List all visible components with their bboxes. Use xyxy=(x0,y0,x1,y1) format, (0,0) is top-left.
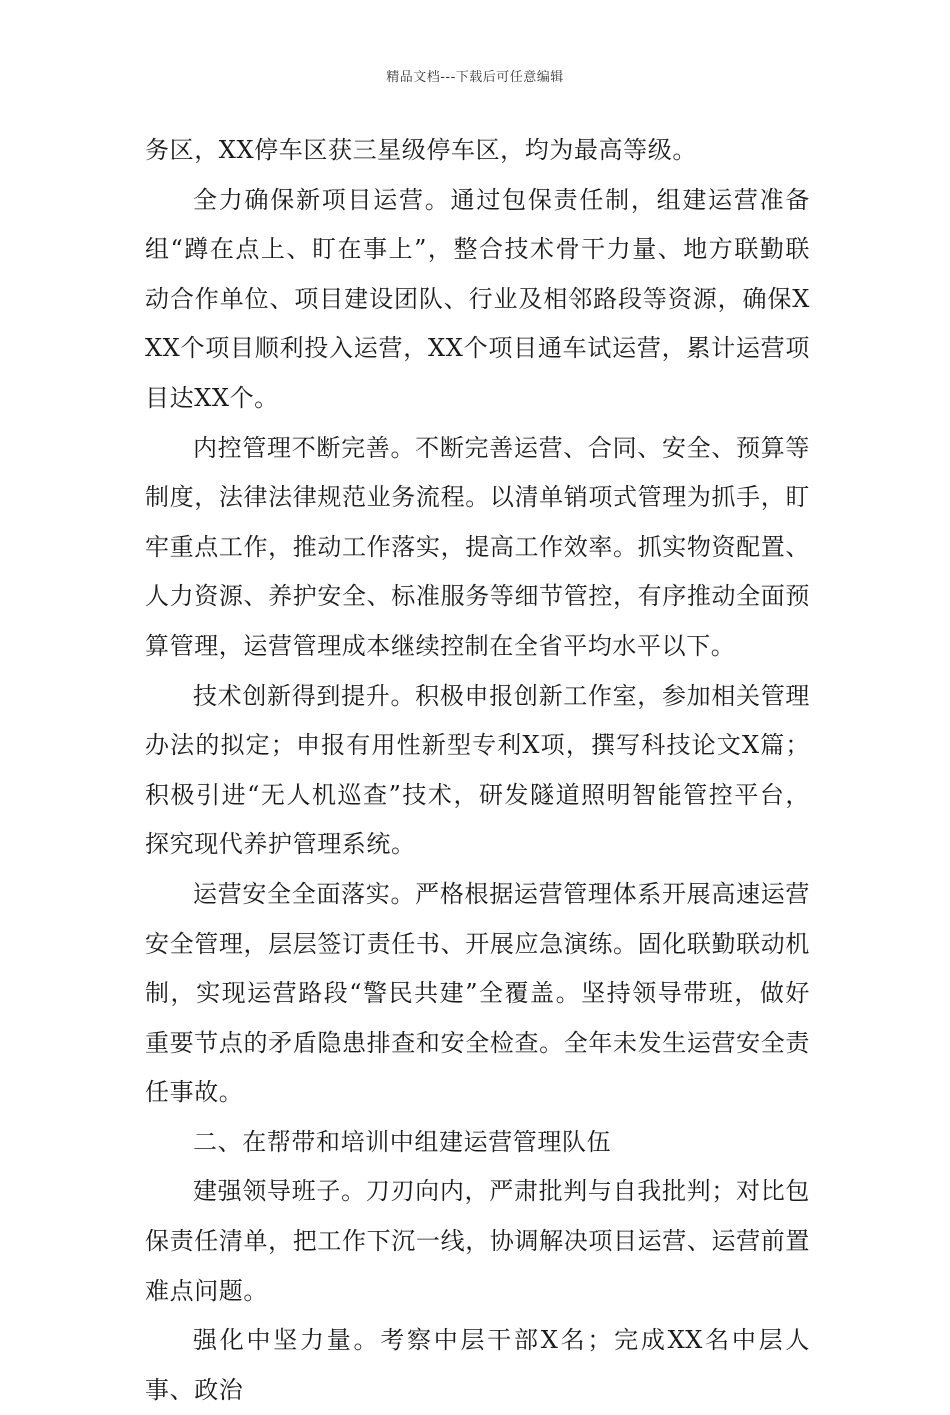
paragraph-internal-control: 内控管理不断完善。不断完善运营、合同、安全、预算等制度，法律法律规范业务流程。以清单销项式管理为抓手，盯牢重点工作，推动工作落实，提高工作效率。抓实物资配置、人力资源、养护安全、标准服务等细节管控，有序推动全面预算管理，运营管理成本继续控制在全省平均水平以下。 xyxy=(145,433,810,660)
paragraph-leadership: 建强领导班子。刀刃向内，严肃批判与自我批判；对比包保责任清单，把工作下沉一线，协调解决项目运营、运营前置难点问题。 xyxy=(145,1177,810,1305)
section-heading-team-building: 二、在帮带和培训中组建运营管理队伍 xyxy=(193,1127,612,1156)
paragraph-continuation: 务区，XX停车区获三星级停车区，均为最高等级。 xyxy=(145,136,697,164)
document-body xyxy=(145,126,810,1415)
paragraph-tech-innovation: 技术创新得到提升。积极申报创新工作室，参加相关管理办法的拟定；申报有用性新型专利X项，撰写科技论文X篇；积极引进“无人机巡查”技术，研发隧道照明智能管控平台，探究现代养护管理系统。 xyxy=(145,681,810,859)
paragraph-new-project-operation: 全力确保新项目运营。通过包保责任制，组建运营准备组“蹲在点上、盯在事上”，整合技术骨干力量、地方联勤联动合作单位、项目建设团队、行业及相邻路段等资源，确保XXX个项目顺利投入运营，XX个项目通车试运营，累计运营项目达XX个。 xyxy=(145,185,810,412)
paragraph-middle-management: 强化中坚力量。考察中层干部X名；完成XX名中层人事、政治 xyxy=(145,1326,810,1404)
paragraph-operation-safety: 运营安全全面落实。严格根据运营管理体系开展高速运营安全管理，层层签订责任书、开展应急演练。固化联勤联动机制，实现运营路段“警民共建”全覆盖。坚持领导带班，做好重要节点的矛盾隐患排查和安全检查。全年未发生运营安全责任事故。 xyxy=(145,879,810,1107)
page-header: 精品文档---下载后可任意编辑 xyxy=(386,70,564,85)
